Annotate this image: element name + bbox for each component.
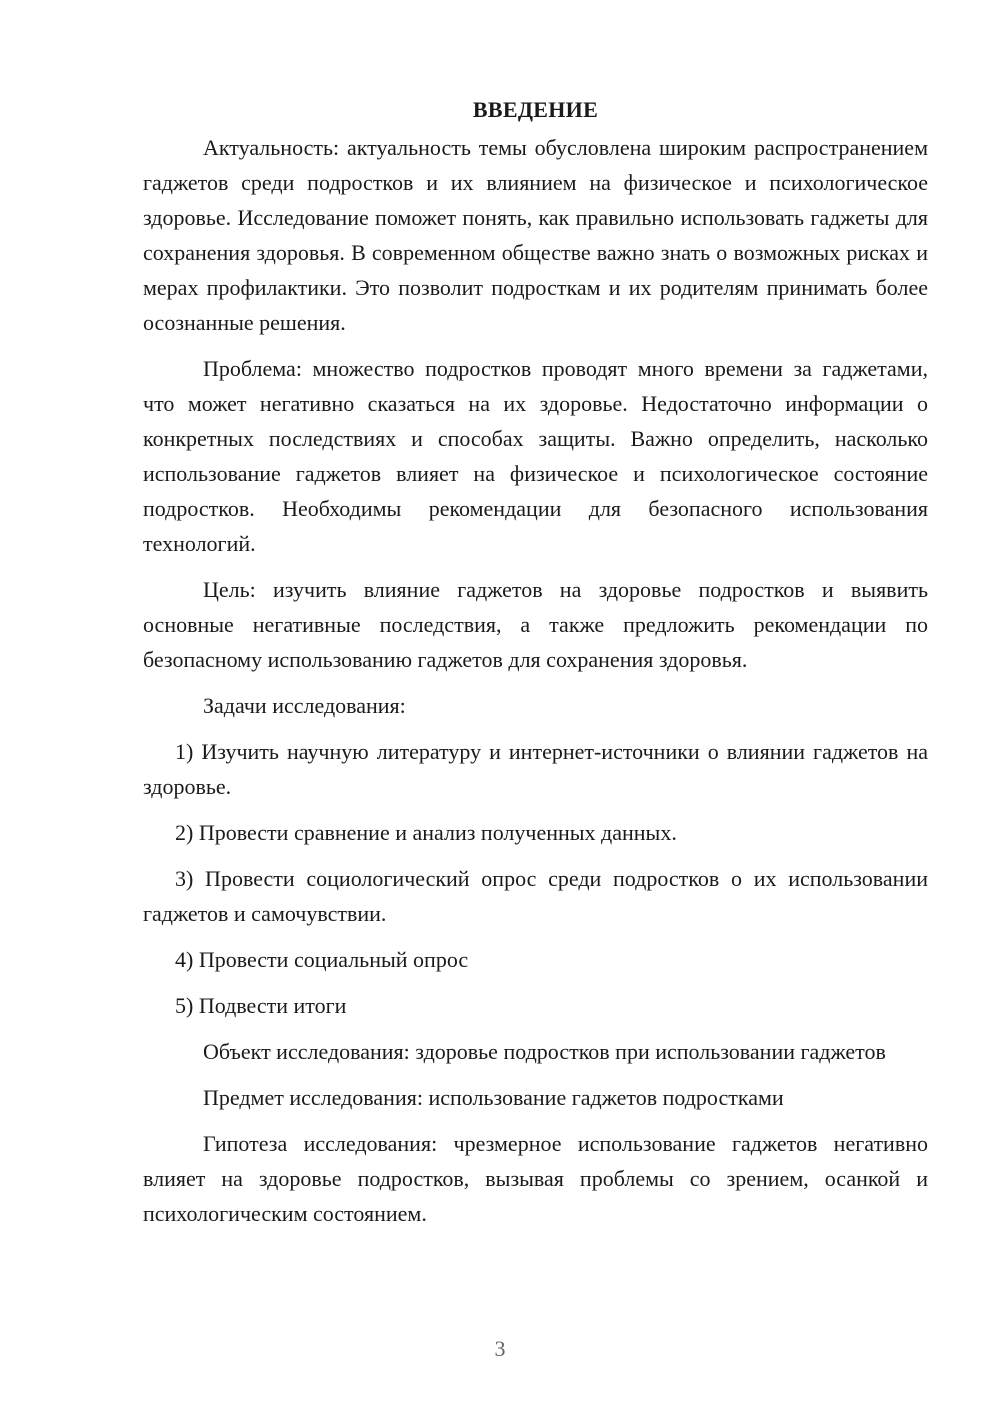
paragraph-object: Объект исследования: здоровье подростков при использовании гаджетов (203, 1039, 886, 1064)
paragraph-problem: Проблема: множество подростков проводят много времени за гаджетами, что может негативно сказаться на их здоровье. Недостаточно информации о конкретных последствиях и способах защиты. Важно определить, насколько использование гаджетов влияет на физическое и психологическое состояние подростков. Необходимы рекомендации для безопасного использования технологий. (143, 356, 928, 556)
task-item-5: 5) Подвести итоги (175, 993, 347, 1018)
task-item-1: 1) Изучить научную литературу и интернет-источники о влиянии гаджетов на здоровье. (143, 739, 928, 799)
paragraph-relevance: Актуальность: актуальность темы обусловлена широким распространением гаджетов среди подростков и их влиянием на физическое и психологическое здоровье. Исследование поможет понять, как правильно использовать гаджеты для сохранения здоровья. В современном обществе важно знать о возможных рисках и мерах профилактики. Это позволит подросткам и их родителям принимать более осознанные решения. (143, 135, 928, 335)
document-page (143, 92, 928, 1231)
task-item-3: 3) Провести социологический опрос среди подростков о их использовании гаджетов и самочувствии. (143, 866, 928, 926)
tasks-heading: Задачи исследования: (203, 693, 406, 718)
section-title: ВВЕДЕНИЕ (472, 97, 599, 122)
task-item-4: 4) Провести социальный опрос (175, 947, 469, 972)
paragraph-goal: Цель: изучить влияние гаджетов на здоровье подростков и выявить основные негативные последствия, а также предложить рекомендации по безопасному использованию гаджетов для сохранения здоровья. (143, 577, 928, 672)
paragraph-hypothesis: Гипотеза исследования: чрезмерное использование гаджетов негативно влияет на здоровье подростков, вызывая проблемы со зрением, осанкой и психологическим состоянием. (143, 1131, 928, 1226)
paragraph-subject: Предмет исследования: использование гаджетов подростками (203, 1085, 784, 1110)
task-item-2: 2) Провести сравнение и анализ полученных данных. (175, 820, 677, 845)
page-number: 3 (494, 1336, 506, 1361)
